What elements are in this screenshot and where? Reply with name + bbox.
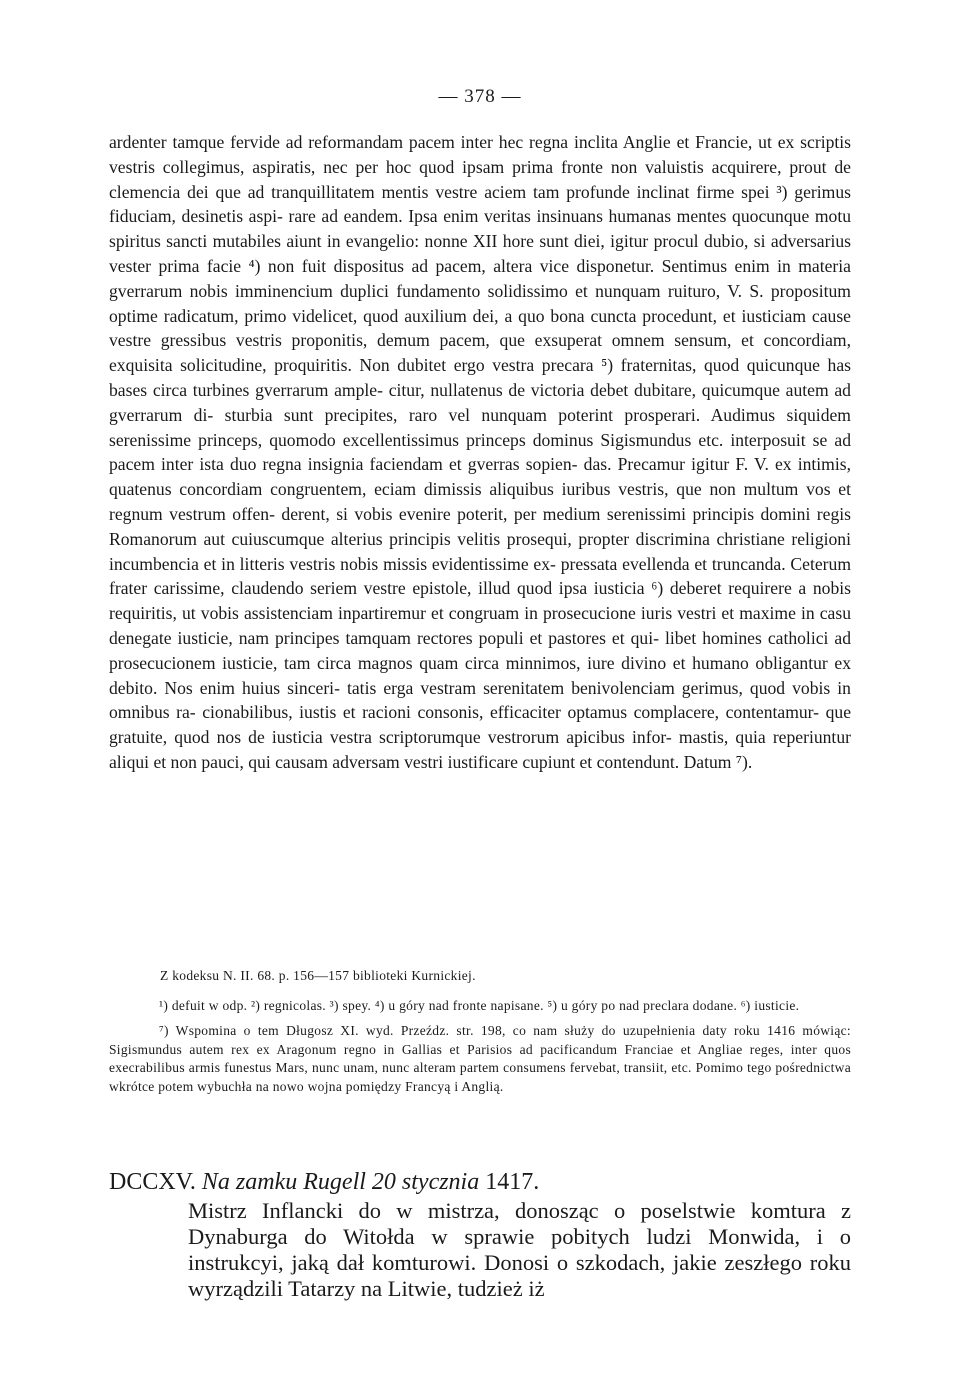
text-line: citur, nullatenus de victoria debet dubitare, quicumque autem ad gverrarum di- (109, 379, 851, 425)
text-line: mastis, quia reperiuntur aliqui et non pauci, qui causam adversam vestri iustificare (109, 727, 851, 772)
letter-body (109, 130, 851, 775)
text-line: que gratuite, quod nos de iusticia vestra scriptorumque vestrorum apicibus infor- (109, 702, 851, 748)
letter-text (109, 130, 851, 775)
next-entry (109, 1166, 851, 1302)
footnote-dlugosz: ⁷) Wspomina o tem Długosz XI. wyd. Przeźdz. str. 198, co nam służy do uzupełnienia daty roku 1416 mówiąc: Sigismundus autem rex ex Aragonum regno in Gallias et Parisios ad pacificandum Franciae et Angliae reges, inter quos execrabilibus armis funestus Mars, nunc unam, nunc alteram partem consumens fervebat, transiit, etc. Pomimo tego pośrednictwa wkrótce potem wybuchła na nowo wojna pomiędzy Francyą i Anglią. (109, 1023, 851, 1094)
page-number: — 378 — (438, 86, 522, 107)
text-line: sensum, et concordiam, exquisita solicitudine, proquiritis. Non dubitet ergo vestra (109, 330, 851, 376)
text-line: cionabilibus, iustis et racioni consonis, efficaciter optamus complacere, contentamur- (202, 702, 820, 723)
entry-year: 1417. (485, 1169, 540, 1195)
text-line: cause vestre gressibus vestris proponitis, demum pacem, que exsuperat omnem (109, 305, 851, 351)
entry-place-date: Na zamku Rugell 20 stycznia (201, 1169, 480, 1195)
text-line: libet homines catholici ad prosecucionem iusticie, tam circa magnos quam circa (109, 627, 852, 673)
entry-number: DCCXV. (109, 1169, 196, 1195)
text-line: dubio, si adversarius vester prima facie ⁴) non fuit dispositus ad pacem, altera (109, 231, 851, 276)
text-line: sturbia sunt precipites, raro vel nunquam poterint prosperari. Audimus siquidem (224, 404, 851, 425)
footnotes (109, 996, 851, 1102)
text-line: minnimos, iure divino et humano obligantur ex debito. Nos enim huius sinceri- (109, 652, 851, 698)
text-line: vestre aciem tam profunde inclinat firme spei ³) gerimus fiduciam, desinetis aspi- (109, 181, 851, 227)
text-line: fronte non valuistis acquirere, prout de clemencia dei que ad tranquillitatem mentis (109, 156, 851, 202)
text-line: vice disponetur. Sentimus enim in materia gverrarum nobis imminencium duplici (109, 255, 851, 301)
text-line: Romanorum aut cuiuscumque alterius principis velitis prosequi, propter discrimina (109, 528, 710, 549)
text-line: christiane religioni incumbencia et in litteris vestris nobis missis evidentissime ex- (109, 528, 851, 574)
text-line: Francie, ut ex scriptis vestris collegimus, aspiratis, nec per hoc quod ipsam prima (109, 132, 852, 177)
source-note: Z kodeksu N. II. 68. p. 156—157 biblioteki Kurnickiej. (160, 968, 476, 983)
entry-heading (109, 1166, 851, 1198)
text-line: tatis erga vestram serenitatem benivolenciam gerimus, quod vobis in omnibus ra- (109, 677, 851, 723)
text-line: pressata evellenda et truncanda. Ceterum frater carissime, claudendo seriem vestre (109, 553, 852, 599)
text-line: assistenciam inpartiremur et congruam in prosecucione iuris vestri et maxime in (244, 603, 815, 624)
text-line: dimissis aliquibus iuribus vestris, que non multum vos et regnum vestrum offen- (109, 479, 851, 524)
text-line: interposuit se ad pacem inter ista duo regna insignia faciendam et gverras sopien- (109, 429, 851, 475)
entry-summary: Mistrz Inflancki do w mistrza, donosząc o poselstwie komtura z Dynaburga do Witołda w sprawie pobitych ludzi Monwida, i o instrukcyi, jaką dał komturowi. Donosi o szkodach, jakie zeszłego roku wyrządzili Tatarzy na Litwie, tudzież iż (188, 1198, 851, 1301)
text-line: rare ad eandem. Ipsa enim veritas insinuans humanas mentes quocunque motu (288, 206, 852, 227)
text-line: epistole, illud quod ipsa iusticia ⁶) deberet requirere a nobis requiritis, ut vobis (109, 578, 851, 624)
text-line: precara ⁵) fraternitas, quod quicunque has bases circa turbines gverrarum ample- (109, 355, 851, 400)
text-line: fundamento solidissimo et nunquam ruituro, V. S. propositum optime radicatum, (109, 280, 851, 326)
text-line: serenissime princeps, quomodo excellentissimus princeps dominus Sigismundus etc. (109, 429, 724, 450)
text-line: cupiunt et contendunt. Datum ⁷). (522, 751, 753, 772)
text-line: das. Precamur igitur F. V. ex intimis, quatenus concordiam congruentem, eciam (109, 454, 851, 500)
text-line: ardenter tamque fervide ad reformandam pacem inter hec regna inclita Anglie et (109, 132, 690, 152)
text-line: spiritus sancti mutabiles aiunt in evangelio: nonne XII hore sunt diei, igitur procul (109, 231, 699, 252)
text-line: derent, si vobis evenire poterit, per medium serenissimi principis domini regis (281, 503, 851, 524)
text-line: casu denegate iusticie, nam principes tamquam rectores populi et pastores et qui- (109, 603, 852, 648)
text-line: primo videlicet, quod auxilium dei, a quo bona cuncta procedunt, et iusticiam (244, 305, 807, 326)
footnote-variants: ¹) defuit w odp. ²) regnicolas. ³) spey. ⁴) u góry nad fronte napisane. ⁵) u góry po nad preclara dodane. ⁶) iusticie. (159, 998, 800, 1013)
